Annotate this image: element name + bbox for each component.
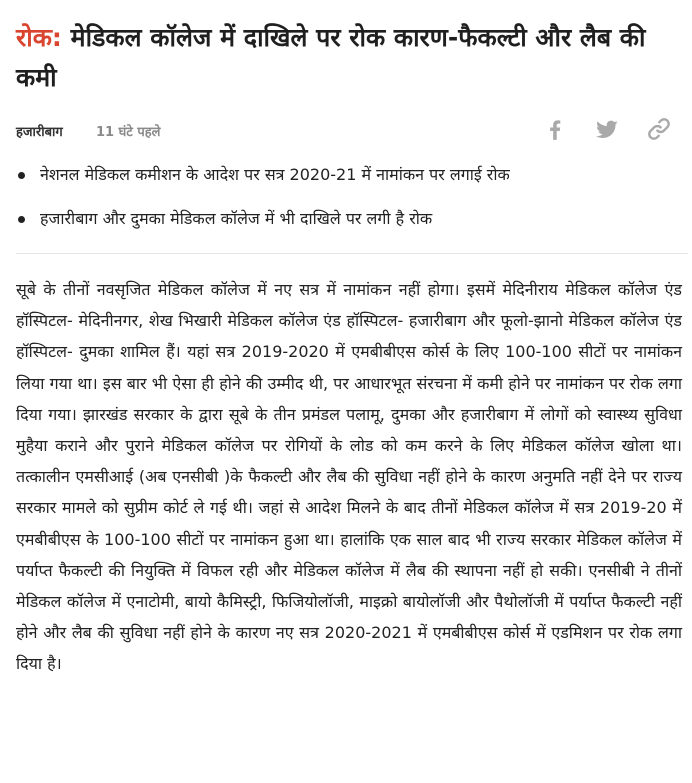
article-headline [16, 18, 680, 98]
divider [16, 253, 688, 254]
key-points [16, 164, 680, 252]
link-icon[interactable] [646, 116, 672, 142]
share-bar [542, 116, 672, 142]
twitter-icon[interactable] [594, 116, 620, 142]
location-link[interactable]: हजारीबाग [16, 125, 63, 140]
bullet-icon [18, 216, 25, 223]
timestamp: 11 घंटे पहले [96, 125, 161, 140]
article [16, 18, 682, 674]
bullet-icon [18, 172, 25, 179]
article-body: सूबे के तीनों नवसृजित मेडिकल कॉलेज में नए सत्र में नामांकन नहीं होगा। इसमें मेदिनीराय मेडिकल कॉलेज एंड हॉस्पिटल- मेदिनीनगर, शेख भिखारी मेडिकल कॉलेज एंड हॉस्पिटल- हजारीबाग और फूलो-झानो मेडिकल कॉलेज एंड हॉस्पिटल- दुमका शामिल हैं। यहां सत्र 2019-2020 में एमबीबीएस कोर्स के लिए 100-100 सीटों पर नामांकन लिया गया था। इस बार भी ऐसा ही होने की उम्मीद थी, पर आधारभूत संरचना में कमी होने पर नामांकन पर रोक लगा दिया गया। झारखंड सरकार के द्वारा सूबे के तीन प्रमंडल पलामू, दुमका और हजारीबाग में लोगों को स्वास्थ्य सुविधा मुहैया कराने और पुराने मेडिकल कॉलेज पर रोगियों के लोड को कम करने के लिए मेडिकल कॉलेज खोला था। तत्कालीन एमसीआई (अब एनसीबी )के फैकल्टी और लैब की सुविधा नहीं होने के कारण अनुमति नहीं देने पर राज्य सरकार मामले को सुप्रीम कोर्ट ले गई थी। जहां से आदेश मिलने के बाद तीनों मेडिकल कॉलेज में सत्र 2019-20 में एमबीबीएस के 100-100 सीटों पर नामांकन हुआ था। हालांकि एक साल बाद भी राज्य सरकार मेडिकल कॉलेज में पर्याप्त फैकल्टी की नियुक्ति में विफल रही और मेडिकल कॉलेज में लैब की स्थापना नहीं हो सकी। एनसीबी ने तीनों मेडिकल कॉलेज में एनाटोमी, बायो कैमिस्ट्री, फिजियोलॉजी, माइक्रो बायोलॉजी और पैथोलॉजी में पर्याप्त फैकल्टी नहीं होने और लैब की सुविधा नहीं होने के कारण नए सत्र 2020-2021 में एमबीबीएस कोर्स में एडमिशन पर रोक लगा दिया है। [16, 280, 682, 674]
key-point: नेशनल मेडिकल कमीशन के आदेश पर सत्र 2020-21 में नामांकन पर लगाई रोक [16, 164, 680, 186]
article-meta [16, 114, 680, 146]
headline-kicker: रोक: [16, 23, 62, 52]
key-point: हजारीबाग और दुमका मेडिकल कॉलेज में भी दाखिले पर लगी है रोक [16, 208, 680, 230]
headline-text: मेडिकल कॉलेज में दाखिले पर रोक कारण-फैकल्टी और लैब की कमी [16, 23, 646, 92]
facebook-icon[interactable] [542, 116, 568, 142]
